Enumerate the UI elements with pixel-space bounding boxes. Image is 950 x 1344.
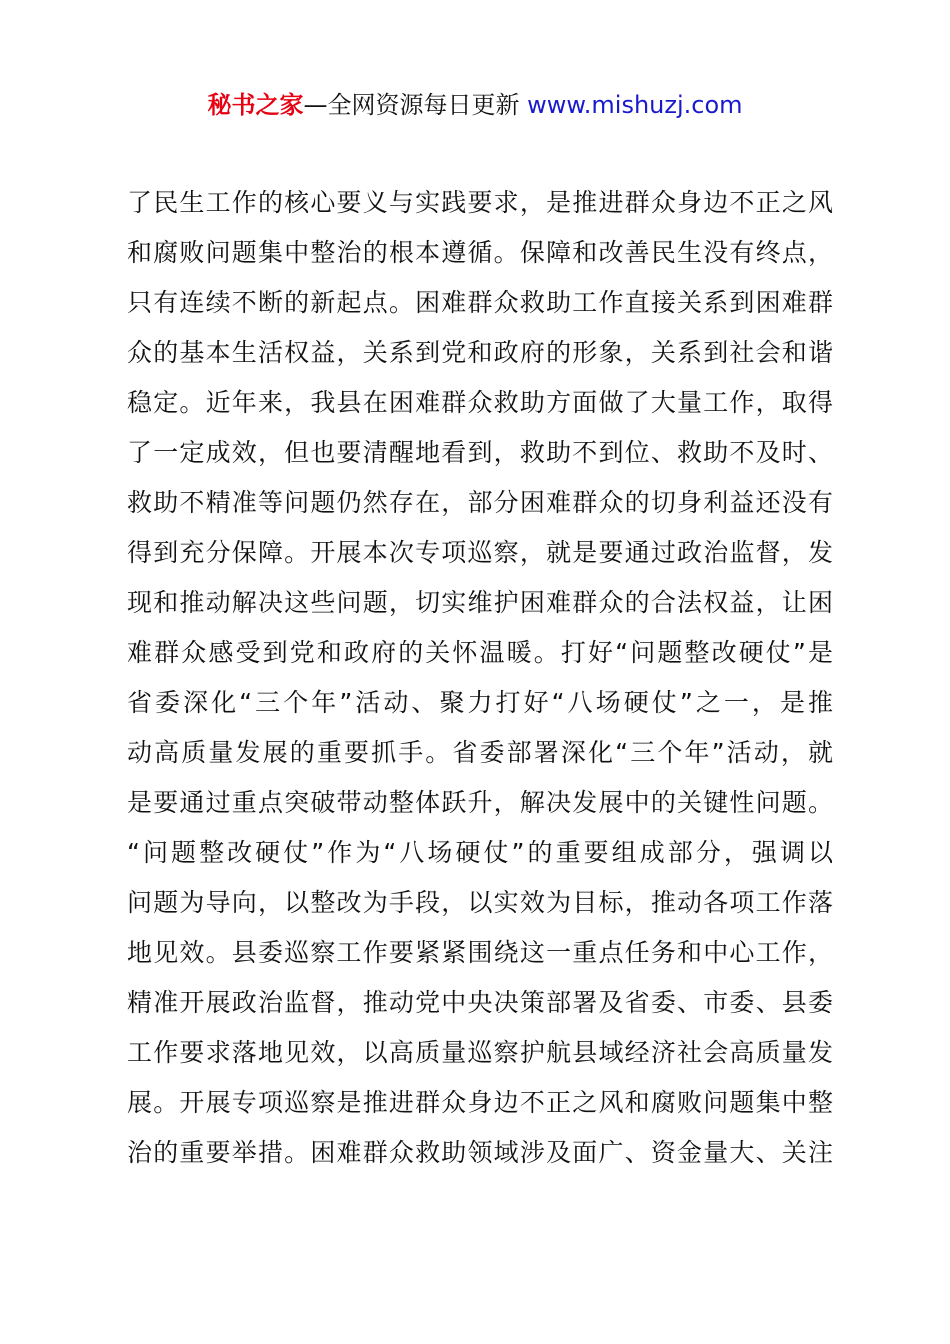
text-line: 众的基本生活权益，关系到党和政府的形象，关系到社会和谐 — [127, 338, 833, 367]
page-header — [0, 88, 950, 122]
text-line: 精准开展政治监督，推动党中央决策部署及省委、市委、县委 — [127, 988, 833, 1017]
header-tagline: —全网资源每日更新 — [303, 91, 528, 119]
text-line: 和腐败问题集中整治的根本遵循。保障和改善民生没有终点， — [127, 238, 833, 267]
document-body — [127, 178, 833, 1178]
text-line: 地见效。县委巡察工作要紧紧围绕这一重点任务和中心工作， — [127, 938, 833, 967]
text-line: 问题为导向，以整改为手段，以实效为目标，推动各项工作落 — [127, 888, 833, 917]
text-line: 了一定成效，但也要清醒地看到，救助不到位、救助不及时、 — [127, 438, 833, 467]
text-line: “问题整改硬仗”作为“八场硬仗”的重要组成部分，强调以 — [127, 838, 833, 867]
text-line: 了民生工作的核心要义与实践要求，是推进群众身边不正之风 — [127, 188, 833, 217]
text-line: 是要通过重点突破带动整体跃升，解决发展中的关键性问题。 — [127, 788, 833, 817]
text-line: 救助不精准等问题仍然存在，部分困难群众的切身利益还没有 — [127, 488, 833, 517]
text-line: 治的重要举措。困难群众救助领域涉及面广、资金量大、关注 — [127, 1138, 833, 1167]
text-line: 现和推动解决这些问题，切实维护困难群众的合法权益，让困 — [127, 588, 833, 617]
text-line: 工作要求落地见效，以高质量巡察护航县域经济社会高质量发 — [127, 1038, 833, 1067]
text-line: 只有连续不断的新起点。困难群众救助工作直接关系到困难群 — [127, 288, 833, 317]
header-brand: 秘书之家 — [207, 91, 304, 119]
text-line: 动高质量发展的重要抓手。省委部署深化“三个年”活动，就 — [127, 738, 833, 767]
text-line: 稳定。近年来，我县在困难群众救助方面做了大量工作，取得 — [127, 388, 833, 417]
text-line: 难群众感受到党和政府的关怀温暖。打好“问题整改硬仗”是 — [127, 638, 833, 667]
text-line: 得到充分保障。开展本次专项巡察，就是要通过政治监督，发 — [127, 538, 833, 567]
text-line: 省委深化“三个年”活动、聚力打好“八场硬仗”之一，是推 — [127, 688, 833, 717]
text-line: 展。开展专项巡察是推进群众身边不正之风和腐败问题集中整 — [127, 1088, 833, 1117]
header-url-link[interactable]: www.mishuzj.com — [527, 91, 743, 119]
